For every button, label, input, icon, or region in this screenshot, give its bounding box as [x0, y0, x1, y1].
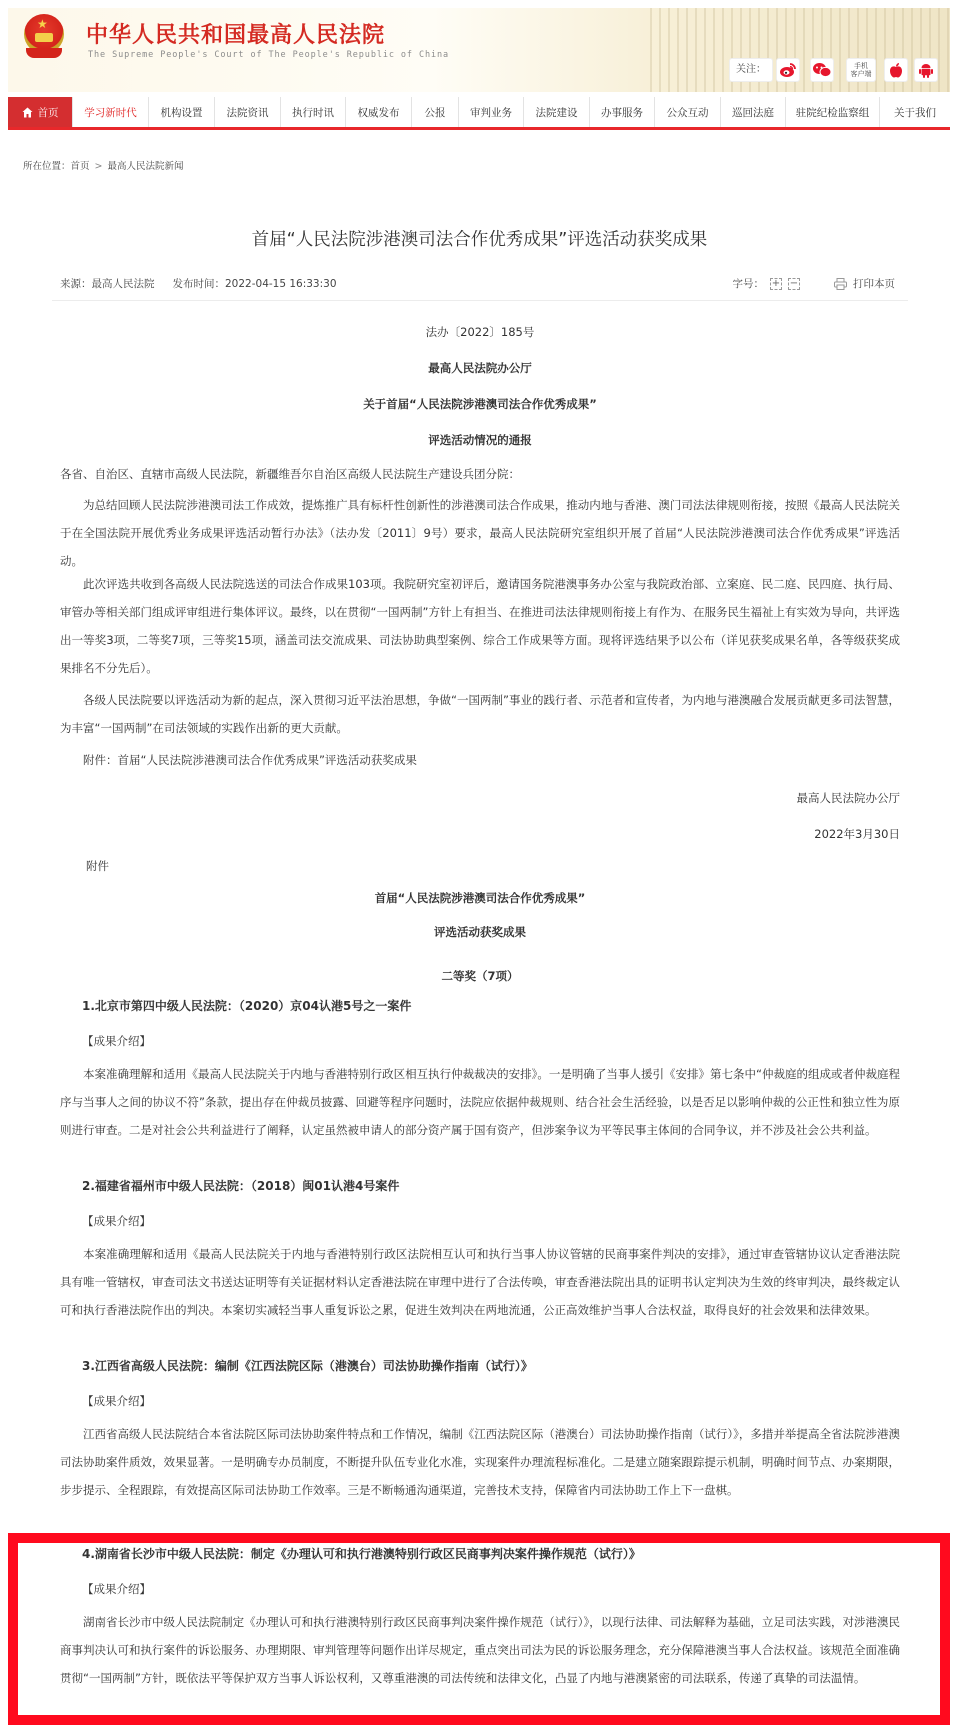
font-increase-button[interactable]: + — [771, 277, 781, 289]
printer-icon — [834, 278, 847, 290]
award-item-2-text: 本案准确理解和适用《最高人民法院关于内地与香港特别行政区法院相互认可和执行当事人协议管辖的民商事案件判决的安排》，通过审查管辖协议认定香港法院具有唯一管辖权，审查司法文书送达证明等有关证据材料认定香港法院在审理中进行了合法传唤，审查香港法院出具的证明书认定判决为生效的终审判决，最终裁定认可和执行香港法院作出的判决。本案切实减轻当事人重复诉讼之累，促进生效判决在两地流通，公正高效维护当事人合法权益，取得良好的社会效果和法律效果。 — [60, 1247, 900, 1317]
mobile-client-label — [846, 58, 876, 82]
nav-item-trial-business[interactable]: 审判业务 — [459, 97, 524, 127]
site-header — [8, 8, 950, 92]
divider — [52, 300, 908, 301]
article-meta — [60, 276, 337, 291]
nav-item-court-construction[interactable]: 法院建设 — [524, 97, 590, 127]
follow-label: 关注： — [729, 58, 773, 82]
breadcrumb-separator: > — [94, 161, 103, 172]
article-title: 首届“人民法院涉港澳司法合作优秀成果”评选活动获奖成果 — [251, 230, 708, 250]
prize-heading: 二等奖（7项） — [441, 969, 519, 983]
award-item-1-heading: 1.北京市第四中级人民法院：（2020）京04认港5号之一案件 — [82, 999, 412, 1013]
breadcrumb-prefix: 所在位置： — [23, 161, 71, 172]
award-item-4-intro-label: 【成果介绍】 — [82, 1582, 151, 1596]
award-item-2-intro-label: 【成果介绍】 — [82, 1214, 151, 1228]
nav-item-enforcement-news[interactable]: 执行时讯 — [281, 97, 346, 127]
award-item-4-text: 湖南省长沙市中级人民法院制定《办理认可和执行港澳特别行政区民商事判决案件操作规范（试行）》，以现行法律、司法解释为基础，立足司法实践，对涉港澳民商事判决认可和执行案件的诉讼服务、办理期限、审判管理等问题作出详尽规定，重点突出司法为民的诉讼服务理念，充分保障港澳当事人合法权益。该规范全面准确贯彻“一国两制”方针，既依法平等保护双方当事人诉讼权利，又尊重港澳的司法传统和法律文化，凸显了内地与港澳紧密的司法联系，传递了真挚的司法温情。 — [60, 1615, 900, 1685]
nav-item-study-new-era[interactable]: 学习新时代 — [73, 97, 149, 127]
attachment-title-line2: 评选活动获奖成果 — [434, 925, 526, 939]
breadcrumb-home[interactable]: 首页 — [70, 161, 90, 172]
award-item-3-heading: 3.江西省高级人民法院：编制《江西法院区际（港澳台）司法协助操作指南（试行）》 — [82, 1359, 533, 1373]
nav-item-organization[interactable]: 机构设置 — [149, 97, 215, 127]
android-app-button[interactable] — [914, 58, 938, 82]
notice-paragraph-3: 各级人民法院要以评选活动为新的起点，深入贯彻习近平法治思想，争做“一国两制”事业的践行者、示范者和宣传者，为内地与港澳融合发展贡献更多司法智慧，为丰富“一国两制”在司法领域的实践作出新的更大贡献。 — [60, 693, 900, 735]
mobile-client-line1: 手机 — [854, 62, 868, 70]
breadcrumb-court-news[interactable]: 最高人民法院新闻 — [107, 161, 184, 172]
weibo-icon — [779, 62, 797, 78]
font-decrease-button[interactable]: − — [789, 277, 799, 289]
main-nav — [8, 97, 950, 130]
breadcrumb — [23, 158, 184, 172]
attachment-title-line1: 首届“人民法院涉港澳司法合作优秀成果” — [374, 891, 586, 905]
wechat-icon — [812, 62, 832, 78]
android-icon — [919, 62, 933, 78]
award-item-3-intro-label: 【成果介绍】 — [82, 1394, 151, 1408]
notice-paragraph-1: 为总结回顾人民法院涉港澳司法工作成效，提炼推广具有标杆性创新性的涉港澳司法合作成果，推动内地与香港、澳门司法法律规则衔接，按照《最高人民法院关于在全国法院开展优秀业务成果评选活动暂行办法》（法办发〔2011〕9号）要求，最高人民法院研究室组织开展了首届“人民法院涉港澳司法合作优秀成果”评选活动。 — [60, 498, 900, 568]
award-item-4-heading: 4.湖南省长沙市中级人民法院：制定《办理认可和执行港澳特别行政区民商事判决案件操作规范（试行）》 — [82, 1547, 641, 1561]
apple-icon — [888, 62, 904, 78]
nav-item-services[interactable]: 办事服务 — [590, 97, 655, 127]
nav-item-public-interaction[interactable]: 公众互动 — [655, 97, 721, 127]
mobile-client-line2: 客户端 — [850, 70, 872, 78]
nav-item-discipline-group[interactable]: 驻院纪检监察组 — [786, 97, 880, 127]
nav-item-label: 首页 — [37, 106, 59, 119]
print-label: 打印本页 — [853, 278, 895, 290]
attachment-label: 附件 — [86, 859, 109, 873]
nav-item-home[interactable] — [8, 97, 73, 127]
notice-title-line2: 评选活动情况的通报 — [428, 433, 532, 447]
font-size-label: 字号： — [732, 278, 764, 290]
award-item-3-text: 江西省高级人民法院结合本省法院区际司法协助案件特点和工作情况，编制《江西法院区际（港澳台）司法协助操作指南（试行）》，多措并举提高全省法院涉港澳司法协助案件质效，效果显著。一是明确专办员制度，不断提升队伍专业化水准，实现案件办理流程标准化。二是建立随案跟踪提示机制，明确时间节点、办案期限，步步提示、全程跟踪，有效提高区际司法协助工作效率。三是不断畅通沟通渠道，完善技术支持，保障省内司法协助工作上下一盘棋。 — [60, 1427, 900, 1497]
nav-item-gazette[interactable]: 公报 — [412, 97, 459, 127]
print-page-button[interactable] — [834, 276, 895, 291]
notice-paragraph-2: 此次评选共收到各高级人民法院选送的司法合作成果103项。我院研究室初评后，邀请国务院港澳事务办公室与我院政治部、立案庭、民二庭、民四庭、执行局、审管办等相关部门组成评审组进行集体评议。最终，以在贯彻“一国两制”方针上有担当、在推进司法法律规则衔接上有作为、在服务民生福祉上有实效为导向，共评选出一等奖3项，二等奖7项，三等奖15项，涵盖司法交流成果、司法协助典型案例、综合工作成果等方面。现将评选结果予以公布（详见获奖成果名单，各等级获奖成果排名不分先后）。 — [60, 577, 900, 675]
notice-issuer: 最高人民法院办公厅 — [428, 361, 532, 375]
apple-app-button[interactable] — [884, 58, 908, 82]
award-item-1-intro-label: 【成果介绍】 — [82, 1034, 151, 1048]
nav-item-court-news[interactable]: 法院资讯 — [215, 97, 281, 127]
notice-attachment-line: 附件：首届“人民法院涉港澳司法合作优秀成果”评选活动获奖成果 — [83, 753, 417, 767]
site-subtitle: The Supreme People's Court of The People's Republic of China — [88, 50, 450, 60]
nav-item-authoritative-release[interactable]: 权威发布 — [346, 97, 412, 127]
weibo-button[interactable] — [776, 58, 800, 82]
notice-addressee: 各省、自治区、直辖市高级人民法院，新疆维吾尔自治区高级人民法院生产建设兵团分院： — [60, 467, 520, 481]
article-tools — [733, 276, 896, 291]
nav-item-circuit-court[interactable]: 巡回法庭 — [721, 97, 786, 127]
award-item-1-text: 本案准确理解和适用《最高人民法院关于内地与香港特别行政区相互执行仲裁裁决的安排》。一是明确了当事人援引《安排》第七条中“仲裁庭的组成或者仲裁庭程序与当事人之间的协议不符”条款，提出存在仲裁员披露、回避等程序问题时，法院应依据仲裁规则、结合社会生活经验，以是否足以影响仲裁的公正性和独立性为原则进行审查。二是对社会公共利益进行了阐释，认定虽然被申请人的部分资产属于国有资产，但涉案争议为平等民事主体间的合同争议，并不涉及社会公共利益。 — [60, 1067, 900, 1137]
national-emblem-logo[interactable]: ★ — [24, 14, 64, 58]
award-item-2-heading: 2.福建省福州市中级人民法院：（2018）闽01认港4号案件 — [82, 1179, 400, 1193]
nav-item-about-us[interactable]: 关于我们 — [894, 106, 936, 119]
home-icon — [22, 107, 33, 118]
wechat-button[interactable] — [810, 58, 834, 82]
site-title[interactable]: 中华人民共和国最高人民法院 — [86, 23, 386, 48]
notice-title-line1: 关于首届“人民法院涉港澳司法合作优秀成果” — [363, 397, 597, 411]
notice-date: 2022年3月30日 — [814, 827, 900, 841]
doc-number: 法办〔2022〕185号 — [425, 325, 535, 339]
notice-signature: 最高人民法院办公厅 — [796, 791, 900, 805]
article-source: 来源：最高人民法院 — [60, 278, 155, 290]
article-publish-time: 发布时间：2022-04-15 16:33:30 — [172, 278, 337, 290]
